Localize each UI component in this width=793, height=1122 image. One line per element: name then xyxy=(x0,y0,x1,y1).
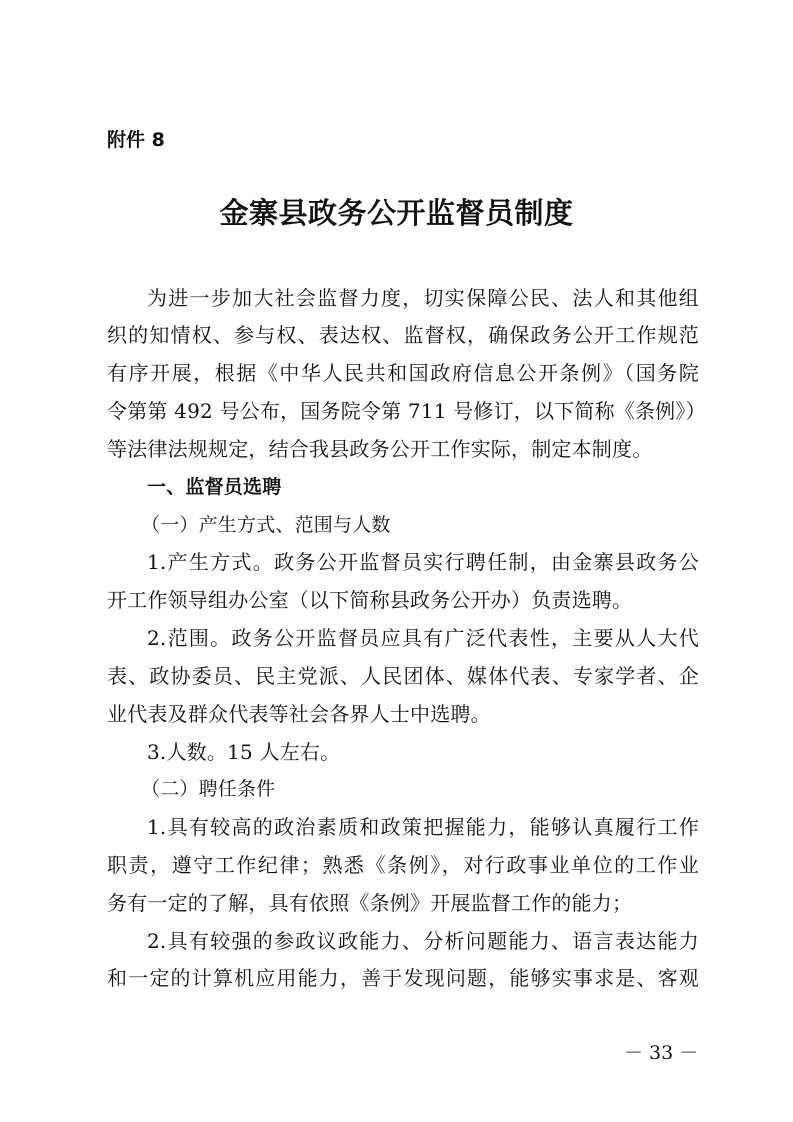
paragraph-line: 2.具有较强的参政议政能力、分析问题能力、语言表达能力 xyxy=(147,929,699,953)
paragraph-line: 业代表及群众代表等社会各界人士中选聘。 xyxy=(107,702,491,726)
paragraph-line: 有序开展，根据《中华人民共和国政府信息公开条例》（国务院 xyxy=(107,361,699,385)
section-heading: 一、监督员选聘 xyxy=(147,476,282,498)
paragraph-line: 职责，遵守工作纪律；熟悉《条例》，对行政事业单位的工作业 xyxy=(107,853,699,877)
paragraph-line: 务有一定的了解，具有依照《条例》开展监督工作的能力； xyxy=(107,891,633,915)
paragraph-line: 开工作领导组办公室（以下简称县政务公开办）负责选聘。 xyxy=(107,588,633,612)
paragraph-line: 为进一步加大社会监督力度，切实保障公民、法人和其他组 xyxy=(147,286,699,310)
paragraph-line: 1.产生方式。政务公开监督员实行聘任制，由金寨县政务公 xyxy=(147,550,699,574)
paragraph-line: 和一定的计算机应用能力，善于发现问题，能够实事求是、客观 xyxy=(107,966,699,990)
paragraph-line: 织的知情权、参与权、表达权、监督权，确保政务公开工作规范 xyxy=(107,323,699,347)
document-title: 金寨县政务公开监督员制度 xyxy=(219,196,574,230)
subsection-heading: （二）聘任条件 xyxy=(141,778,276,800)
paragraph-line: 2.范围。政务公开监督员应具有广泛代表性，主要从人大代 xyxy=(147,626,699,650)
attachment-label: 附件 8 xyxy=(107,129,165,151)
paragraph-line: 表、政协委员、民主党派、人民团体、媒体代表、专家学者、企 xyxy=(107,664,699,688)
paragraph-line: 1.具有较高的政治素质和政策把握能力，能够认真履行工作 xyxy=(147,815,699,839)
paragraph-line: 令第第 492 号公布，国务院令第 711 号修订，以下简称《条例》） xyxy=(107,399,706,423)
subsection-heading: （一）产生方式、范围与人数 xyxy=(141,514,391,536)
page-number: － 33 － xyxy=(624,1042,699,1064)
paragraph-line: 3.人数。15 人左右。 xyxy=(147,740,341,764)
paragraph-line: 等法律法规规定，结合我县政务公开工作实际，制定本制度。 xyxy=(107,437,653,461)
